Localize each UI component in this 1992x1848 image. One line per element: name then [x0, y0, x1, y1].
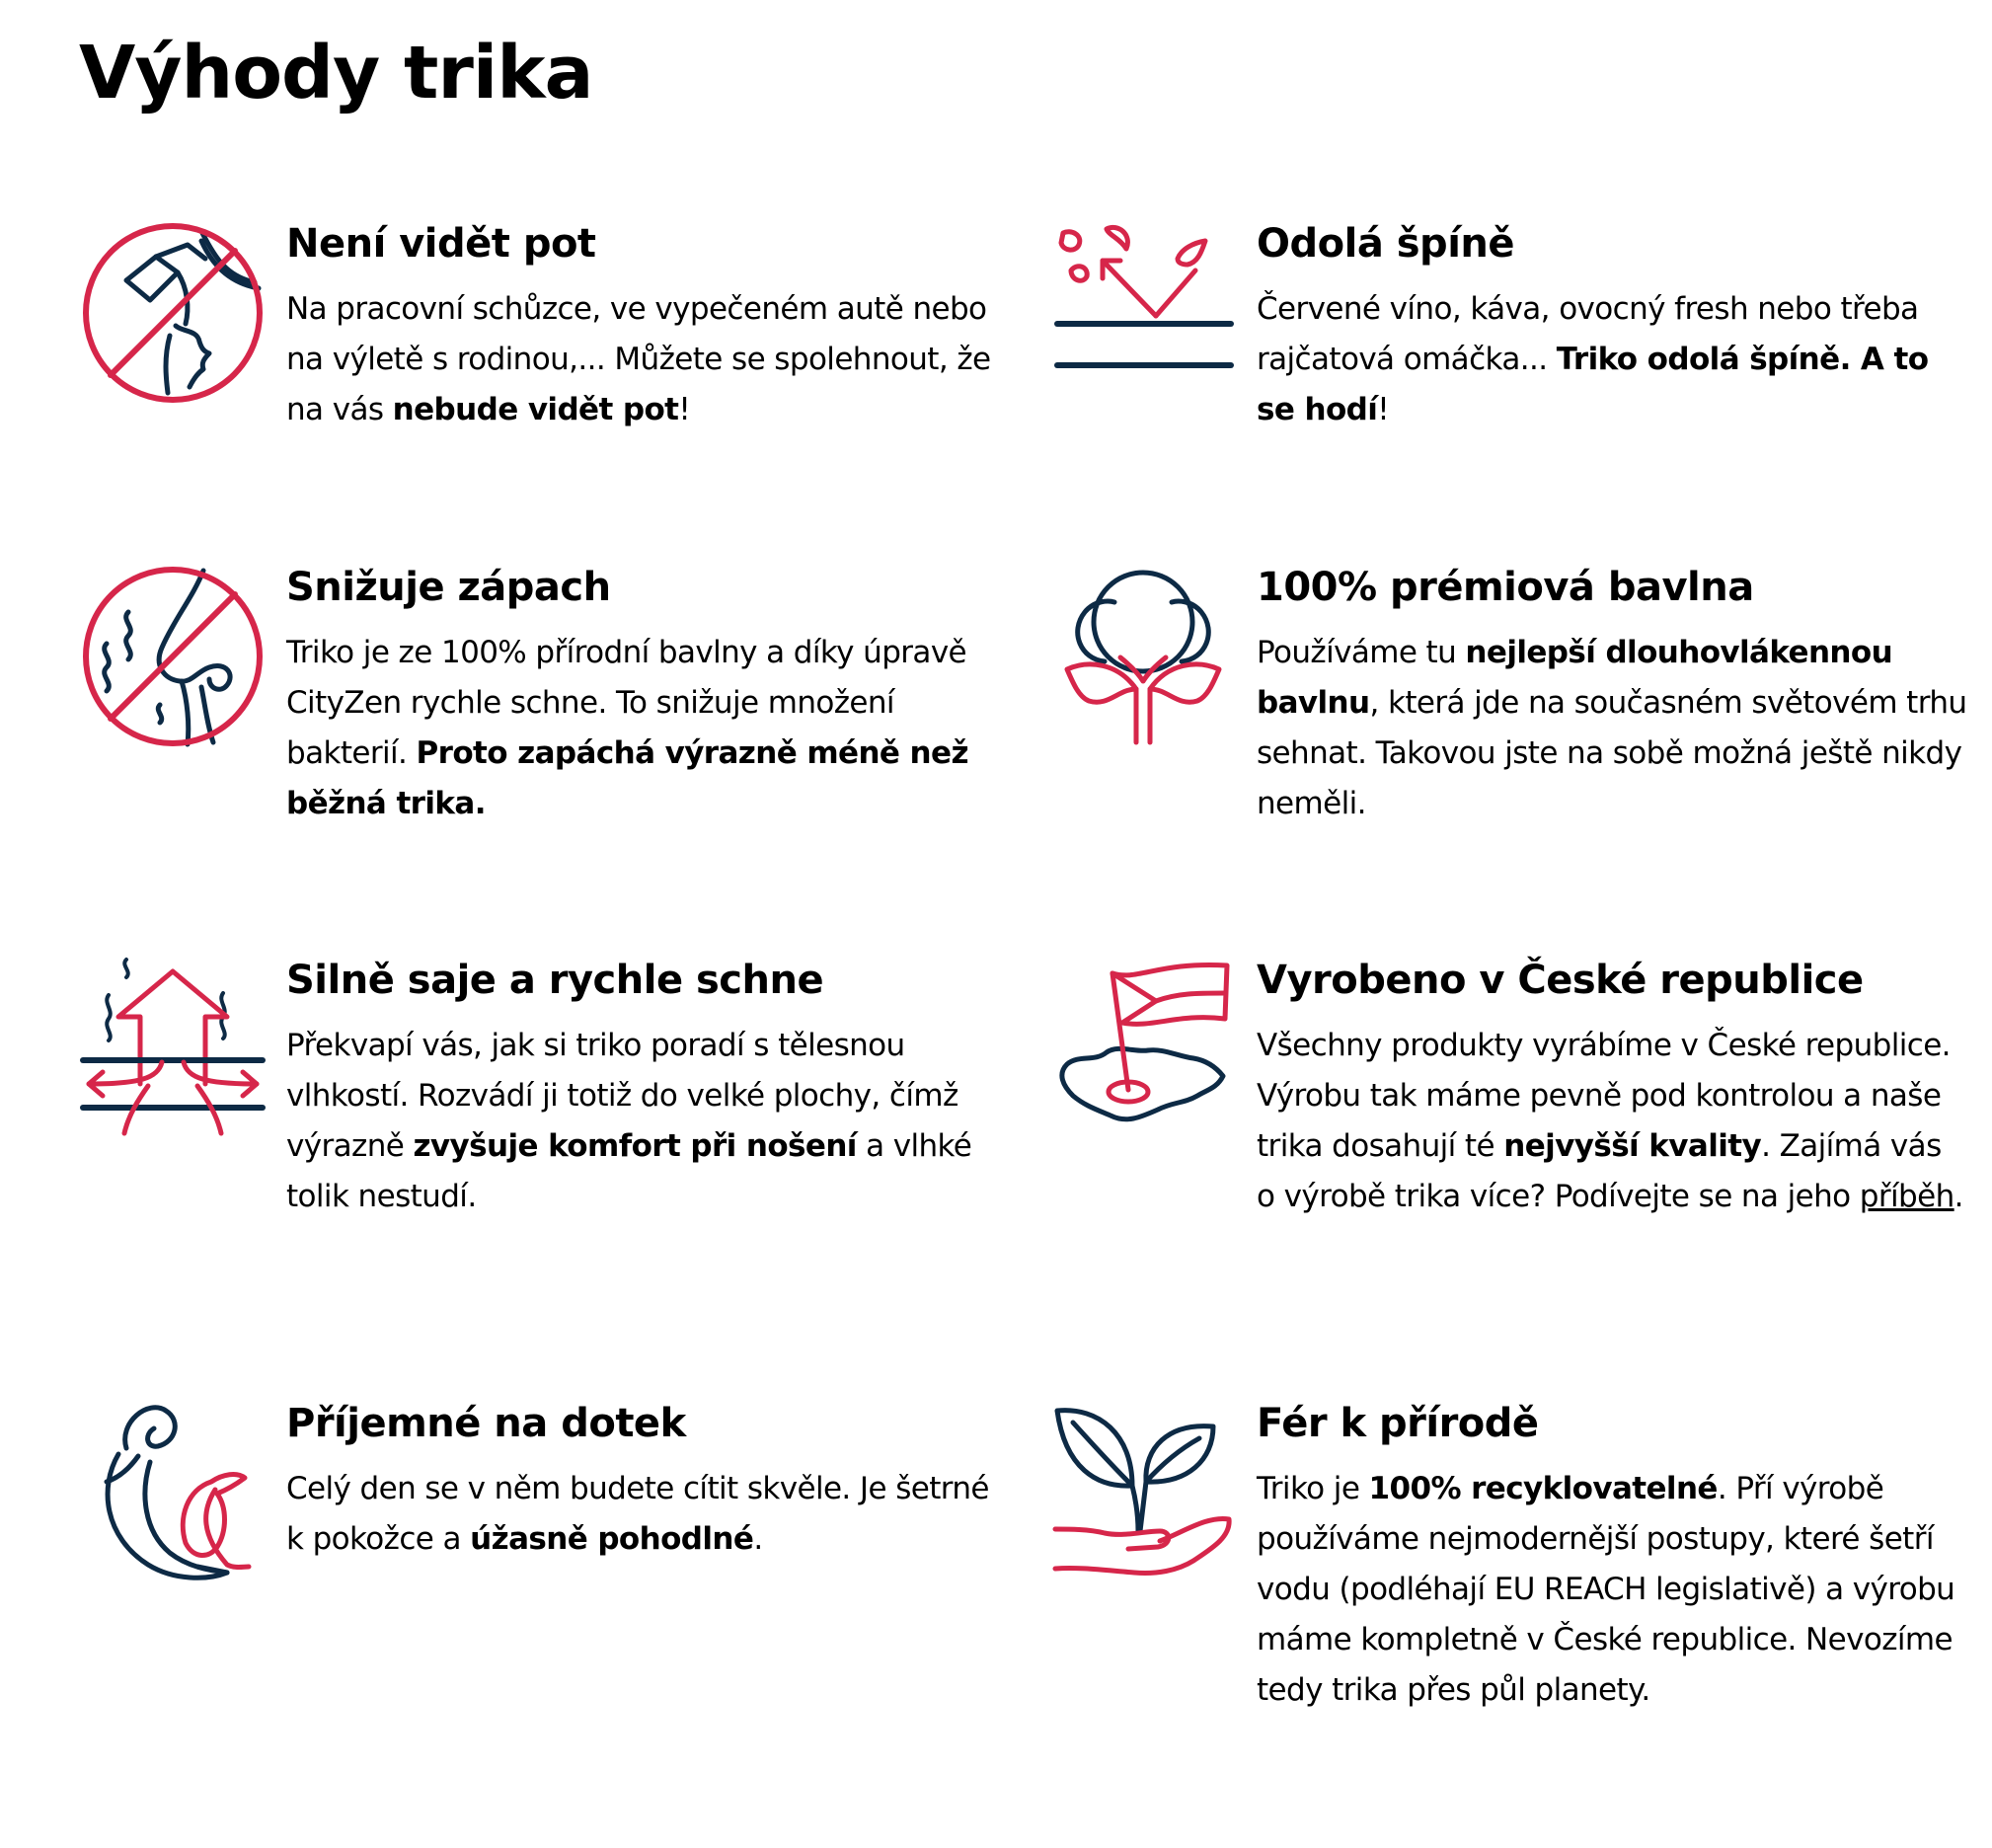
feature-title: Silně saje a rychle schne [286, 958, 824, 1003]
feature-description: Používáme tu nejlepší dlouhovlákennou bavlnu, která jde na současném světovém trhu sehnat. Takovou jste na sobě možná ještě nikdy neměli. [1257, 635, 1967, 821]
cotton-flower-icon [1049, 563, 1237, 750]
feature-title: Není vidět pot [286, 221, 596, 267]
czech-flag-map-icon [1049, 956, 1237, 1143]
no-sweat-icon [79, 219, 267, 407]
feature-title: Vyrobeno v České republice [1257, 958, 1864, 1003]
feature-description: Červené víno, káva, ovocný fresh nebo třeba rajčatová omáčka... Triko odolá špíně. A to se hodí! [1257, 291, 1929, 427]
feature-title: Snižuje zápach [286, 565, 611, 610]
feature-description: Triko je 100% recyklovatelné. Pří výrobě používáme nejmodernější postupy, které šetří vodu (podléhají EU REACH legislativě) a výrobu máme kompletně v České republice. Nevozíme tedy trika přes půl planety. [1257, 1471, 1955, 1708]
story-link[interactable]: příběh [1859, 1179, 1954, 1214]
feature-title: Příjemné na dotek [286, 1401, 686, 1446]
feature-title: Fér k přírodě [1257, 1401, 1539, 1446]
feature-description: Triko je ze 100% přírodní bavlny a díky úpravě CityZen rychle schne. To snižuje množení bakterií. Proto zapáchá výrazně méně než běžná trika. [286, 635, 968, 821]
feature-description: Na pracovní schůzce, ve vypečeném autě nebo na výletě s rodinou,... Můžete se spolehnout, že na vás nebude vidět pot! [286, 291, 991, 427]
no-odor-icon [79, 563, 267, 750]
feature-description: Překvapí vás, jak si triko poradí s tělesnou vlhkostí. Rozvádí ji totiž do velké plochy, čímž výrazně zvyšuje komfort při nošení a vlhké tolik nestudí. [286, 1028, 972, 1214]
feature-description: Všechny produkty vyrábíme v České republice. Výrobu tak máme pevně pod kontrolou a naše trika dosahují té nejvyšší kvality. Zajímá vás o výrobě trika více? Podívejte se na jeho příběh. [1257, 1028, 1963, 1214]
feature-title: Odolá špíně [1257, 221, 1515, 267]
stain-repellent-icon [1049, 219, 1237, 407]
moisture-wicking-icon [79, 956, 267, 1143]
feature-title: 100% prémiová bavlna [1257, 565, 1754, 610]
page-title: Výhody trika [79, 31, 593, 116]
feature-description: Celý den se v něm budete cítit skvěle. Je šetrné k pokožce a úžasně pohodlné. [286, 1471, 989, 1557]
plant-in-hand-icon [1049, 1399, 1237, 1586]
feather-icon [79, 1399, 267, 1586]
